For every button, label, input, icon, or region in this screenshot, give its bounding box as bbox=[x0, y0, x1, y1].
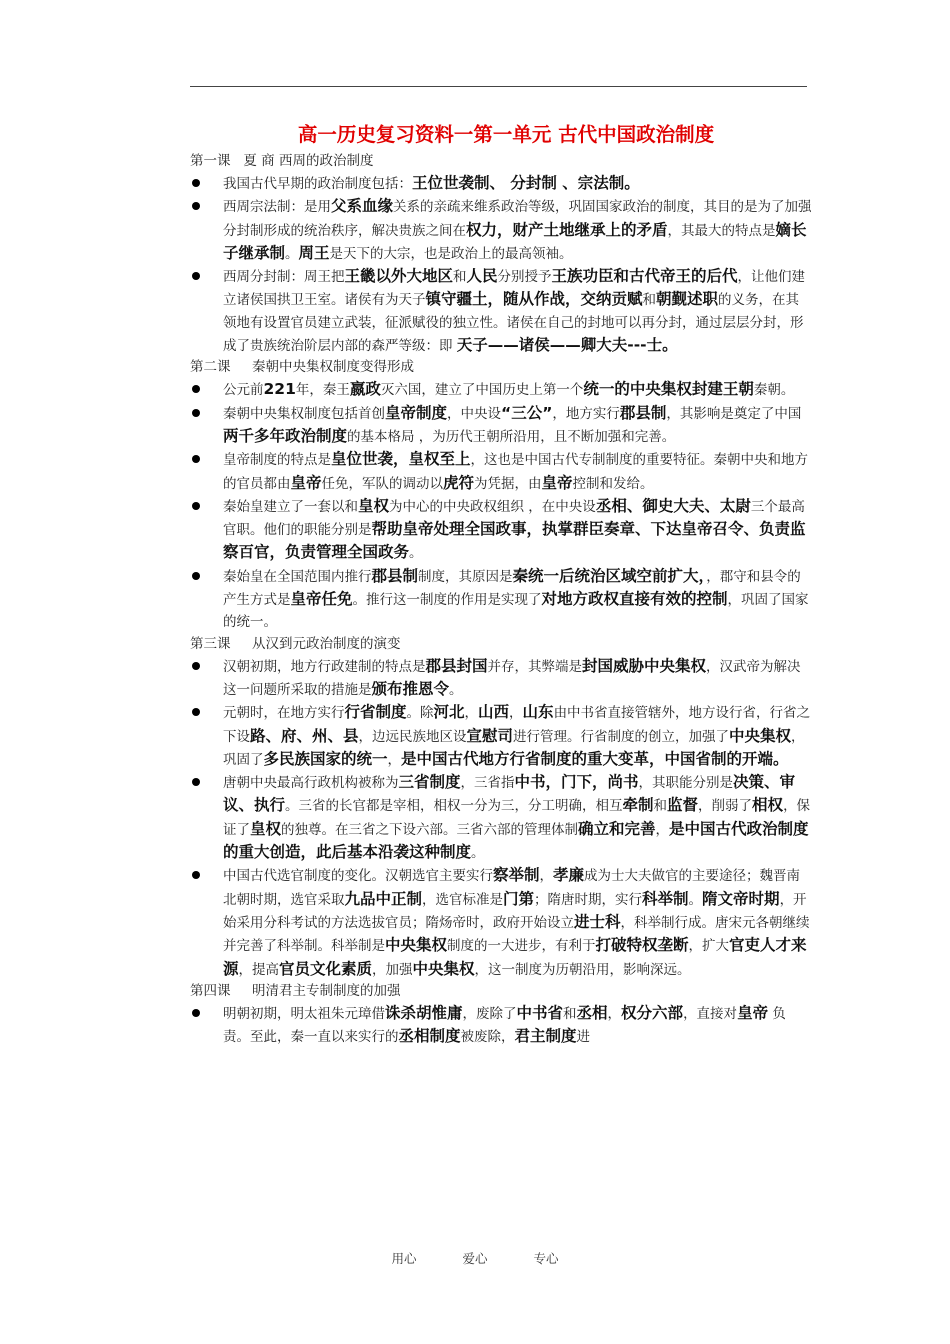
item-text: 任免，军队的调动以 bbox=[321, 475, 444, 492]
item-text: ，保证了 bbox=[223, 798, 811, 838]
item-text: 唐朝中央最高行政机构被称为 bbox=[223, 775, 399, 792]
item-text: 公元前 bbox=[223, 382, 264, 399]
item-text: ，其影响是奠定了中国 bbox=[666, 405, 802, 422]
item-text: 。 bbox=[471, 845, 485, 862]
list-item bbox=[190, 448, 812, 495]
key-term: 行省制度 bbox=[344, 703, 407, 722]
item-text: ，废除了 bbox=[462, 1005, 517, 1022]
item-text: ，郡守和县令的产生方式是 bbox=[223, 568, 801, 609]
bullet-icon bbox=[192, 572, 200, 580]
key-term: 中书省 bbox=[516, 1003, 564, 1022]
item-text: 为凭据，由 bbox=[474, 475, 542, 492]
key-term: 权分六部 bbox=[621, 1003, 684, 1022]
item-text: 。 bbox=[688, 891, 703, 908]
key-term: 科举制 bbox=[642, 889, 689, 908]
bullet-icon bbox=[192, 1009, 200, 1017]
item-text: 控制和发给。 bbox=[572, 475, 654, 492]
item-text: 关系的亲疏来维系政治等级，巩固国家政治的制度，其目的是为了加强分封制形成的统治秩序，解决贵族之间在 bbox=[223, 199, 812, 239]
lesson-item-list bbox=[190, 655, 812, 981]
item-text: 制度的一大进步，有利于 bbox=[447, 938, 596, 955]
item-text: 进行管理。行省制度的创立，加强了 bbox=[513, 728, 730, 745]
bullet-icon bbox=[192, 385, 200, 393]
key-term: 人民 bbox=[466, 267, 498, 286]
item-text: 和 bbox=[642, 292, 657, 309]
key-term: 三省制度 bbox=[398, 773, 461, 792]
key-term: 皇帝任免 bbox=[290, 590, 353, 609]
key-term: 诛杀胡惟庸 bbox=[385, 1003, 463, 1022]
key-term: 皇权 bbox=[358, 496, 390, 515]
item-text: 。除 bbox=[406, 705, 434, 722]
item-text: 明朝初期，明太祖朱元璋借 bbox=[223, 1005, 385, 1022]
key-term: 打破特权垄断 bbox=[595, 936, 689, 955]
item-text: 和 bbox=[563, 1005, 577, 1022]
item-text: 年，秦王 bbox=[295, 382, 350, 399]
item-text: 并存，其弊端是 bbox=[487, 658, 583, 675]
list-item bbox=[190, 378, 812, 401]
item-text: 西周分封制：周王把 bbox=[223, 269, 345, 286]
list-item bbox=[190, 265, 812, 357]
item-text: ，这也是中国古代专制制度的重要特征。秦朝中央和地方的官员都由 bbox=[223, 452, 809, 492]
item-text: ， bbox=[387, 751, 402, 768]
key-term: 颁布推恩令 bbox=[371, 679, 450, 698]
item-text: 成为士大夫做官的主要途径；魏晋南北朝时期，选官采取 bbox=[223, 868, 801, 908]
item-text: ，地方实行 bbox=[552, 405, 620, 422]
key-term: 确立和完善 bbox=[578, 819, 656, 838]
item-text: ， bbox=[607, 1005, 622, 1022]
item-text: 负责。至此，秦一直以来实行的 bbox=[223, 1005, 786, 1046]
key-term: 皇帝 bbox=[737, 1003, 769, 1022]
item-text: ，这一制度为历朝沿用，影响深远。 bbox=[474, 961, 691, 978]
item-text: ，直接对 bbox=[683, 1005, 738, 1022]
key-term: 九品中正制 bbox=[344, 889, 423, 908]
key-term: 皇帝 bbox=[290, 473, 322, 492]
key-term: 进士科 bbox=[574, 912, 621, 931]
key-term: 郡县制 bbox=[371, 566, 419, 585]
list-item bbox=[190, 172, 812, 195]
list-item bbox=[190, 701, 812, 771]
key-term: 权力，财产土地继承上的矛盾 bbox=[466, 220, 668, 239]
item-text: ，让他们建立诸侯国拱卫王室。诸侯有为天子 bbox=[223, 269, 806, 309]
item-text: 分别授予 bbox=[497, 269, 552, 286]
item-text: 秦始皇建立了一套以和 bbox=[223, 498, 358, 515]
lesson-heading: 第四课 明清君主专制制度的加强 bbox=[190, 982, 401, 999]
key-term: 周王 bbox=[298, 243, 330, 262]
bullet-icon bbox=[192, 502, 200, 510]
footer-word: 专心 bbox=[533, 1251, 559, 1266]
item-text: ，加强 bbox=[372, 961, 413, 978]
key-term: 皇权 bbox=[250, 819, 282, 838]
item-text: 的义务，在其领地有设置官员建立武装，征派赋役的独立性。诸侯在自己的封地可以再分封，通过层层分封，形成了贵族统治阶层内部的森严等级：即 bbox=[223, 292, 804, 355]
item-text: 皇帝制度的特点是 bbox=[223, 452, 331, 469]
key-term: 孝廉 bbox=[553, 866, 585, 885]
lesson-heading: 第二课 秦朝中央集权制度变得形成 bbox=[190, 359, 414, 376]
item-text: 三个最高官职。他们的职能分别是 bbox=[223, 498, 805, 539]
key-term: 丞相、御史大夫、太尉 bbox=[595, 496, 751, 515]
key-term: 嫡长子继承制 bbox=[223, 220, 807, 262]
footer-word: 爱心 bbox=[462, 1251, 488, 1266]
key-term: 河北 bbox=[433, 703, 465, 722]
item-text: ，选官标准是 bbox=[422, 891, 504, 908]
lesson-heading: 第一课 夏 商 西周的政治制度 bbox=[190, 153, 374, 169]
bullet-icon bbox=[192, 871, 200, 879]
bullet-icon bbox=[192, 272, 200, 280]
key-term: “三公” bbox=[501, 403, 553, 422]
bullet-icon bbox=[192, 708, 200, 716]
key-term: 君主制度 bbox=[514, 1027, 577, 1046]
key-term: 镇守疆土，随从作战，交纳贡赋 bbox=[425, 290, 643, 309]
item-text: 我国古代早期的政治制度包括： bbox=[223, 176, 412, 192]
item-text: 秦始皇在全国范围内推行 bbox=[223, 568, 372, 585]
key-term: 中央集权 bbox=[729, 726, 792, 745]
bullet-icon bbox=[192, 455, 200, 463]
bullet-icon bbox=[192, 202, 200, 210]
key-term: 中央集权 bbox=[412, 959, 475, 978]
item-text: ，开始采用分科考试的方法选拔官员；隋炀帝时，政府开始设立 bbox=[223, 891, 807, 931]
key-term: 皇帝制度 bbox=[385, 403, 448, 422]
item-text: 秦朝。 bbox=[753, 382, 795, 399]
key-term: 决策、审议、执行 bbox=[223, 773, 796, 815]
footer-word: 用心 bbox=[391, 1251, 417, 1266]
item-text: 。推行这一制度的作用是实现了 bbox=[352, 592, 542, 609]
key-term: 帮助皇帝处理全国政事，执掌群臣奏章、下达皇帝召令、负责监察百官，负责管理全国政务 bbox=[223, 520, 806, 562]
item-text: 。三省的长官都是宰相，相权一分为三，分工明确，相互 bbox=[285, 798, 623, 815]
bullet-icon bbox=[192, 179, 200, 187]
lesson-item-list bbox=[190, 378, 812, 633]
item-text: ，边远民族地区设 bbox=[358, 728, 467, 745]
key-term: 是中国古代政治制度的重大创造，此后基本沿袭这种制度 bbox=[223, 819, 809, 862]
key-term: 官吏人才来源 bbox=[223, 936, 807, 978]
item-text: ，巩固了 bbox=[223, 728, 805, 768]
item-text: ，汉武帝为解决这一问题所采取的措施是 bbox=[223, 658, 801, 698]
item-text: 是天下的大宗，也是政治上的最高领袖。 bbox=[329, 245, 573, 262]
bullet-icon bbox=[192, 778, 200, 786]
item-text: ，巩固了国家的统一。 bbox=[223, 592, 809, 631]
key-term: 中央集权 bbox=[385, 936, 448, 955]
list-item bbox=[190, 195, 812, 265]
key-term: 统一的中央集权封建王朝 bbox=[583, 380, 754, 399]
item-text: ， bbox=[509, 705, 523, 722]
key-term: 封国威胁中央集权 bbox=[582, 656, 707, 675]
list-item bbox=[190, 864, 812, 980]
key-term: 王位世袭制、 分封制 、宗法制。 bbox=[412, 174, 640, 192]
item-text: 进 bbox=[576, 1029, 591, 1046]
key-term: 对地方政权直接有效的控制 bbox=[541, 590, 728, 609]
key-term: 朝觐述职 bbox=[656, 290, 719, 309]
item-text: 的基本格局 ，为历代王朝所沿用，且不断加强和完善。 bbox=[347, 428, 676, 445]
key-term: 郡县制 bbox=[619, 403, 667, 422]
key-term: 虎符 bbox=[443, 473, 475, 492]
key-term: 中书，门下，尚书 bbox=[514, 773, 639, 792]
page-footer bbox=[0, 1249, 950, 1267]
key-term: 宣慰司 bbox=[466, 726, 514, 745]
item-text: 元朝时，在地方实行 bbox=[223, 705, 345, 722]
document-body bbox=[190, 121, 812, 1048]
item-text: 的独尊。在三省之下设六部。三省六部的管理体制 bbox=[281, 821, 579, 838]
key-term: 221 bbox=[263, 380, 296, 399]
key-term: 郡县封国 bbox=[425, 656, 488, 675]
list-item bbox=[190, 495, 812, 565]
key-term: 是中国古代地方行省制度的重大变革，中国省制的开端。 bbox=[401, 749, 789, 768]
lesson-item-list bbox=[190, 1002, 812, 1049]
list-item bbox=[190, 655, 812, 702]
key-term: 监督 bbox=[667, 796, 699, 815]
key-term: 天子——诸侯——卿大夫---士。 bbox=[456, 336, 678, 355]
list-item bbox=[190, 565, 812, 634]
item-text: 。 bbox=[449, 681, 463, 698]
key-term: 丞相制度 bbox=[398, 1027, 461, 1046]
item-text: ，其最大的特点是 bbox=[667, 222, 776, 239]
bullet-icon bbox=[192, 409, 200, 417]
key-term: 路、府、州、县 bbox=[250, 726, 359, 745]
item-text: 汉朝初期，地方行政建制的特点是 bbox=[223, 658, 426, 675]
item-text: 被废除， bbox=[460, 1029, 515, 1046]
item-text: 和 bbox=[653, 798, 668, 815]
item-text: 中国古代选官制度的变化。汉朝选官主要实行 bbox=[223, 868, 493, 885]
key-term: 秦统一后统治区域空前扩大， bbox=[512, 566, 707, 585]
lesson-item-list bbox=[190, 172, 812, 357]
item-text: 。 bbox=[285, 245, 299, 262]
key-term: 皇位世袭，皇权至上 bbox=[331, 450, 471, 469]
list-item bbox=[190, 1002, 812, 1049]
key-term: 相权 bbox=[752, 796, 784, 815]
item-text: ，其职能分别是 bbox=[638, 775, 734, 792]
item-text: 秦朝中央集权制度包括首创 bbox=[223, 405, 385, 422]
item-text: ，科举制行成。唐宋元各朝继续并完善了科举制。科举制是 bbox=[223, 914, 810, 955]
item-text: ， bbox=[655, 821, 670, 838]
item-text: ；隋唐时期，实行 bbox=[534, 891, 643, 908]
key-term: 官员文化素质 bbox=[279, 959, 373, 978]
document-title: 高一历史复习资料一第一单元 古代中国政治制度 bbox=[297, 123, 715, 146]
item-text: ，三省指 bbox=[460, 775, 515, 792]
bullet-icon bbox=[192, 662, 200, 670]
key-term: 山东 bbox=[522, 703, 554, 722]
key-term: 丞相 bbox=[576, 1003, 608, 1022]
key-term: 皇帝 bbox=[541, 473, 573, 492]
item-text: ，提高 bbox=[238, 961, 280, 978]
item-text: ，中央设 bbox=[447, 405, 502, 422]
header-rule bbox=[190, 86, 807, 87]
item-text: ，扩大 bbox=[688, 938, 730, 955]
item-text: 灭六国，建立了中国历史上第一个 bbox=[380, 382, 584, 399]
key-term: 多民族国家的统一 bbox=[263, 749, 388, 768]
lessons-container bbox=[190, 151, 812, 1048]
item-text: 为中心的中央政权组织 ，在中央设 bbox=[389, 498, 596, 515]
key-term: 两千多年政治制度 bbox=[223, 426, 348, 445]
key-term: 察举制 bbox=[493, 866, 540, 885]
lesson-heading: 第三课 从汉到元政治制度的演变 bbox=[190, 635, 401, 652]
item-text: 西周宗法制：是用 bbox=[223, 199, 331, 216]
key-term: 父系血缘 bbox=[331, 197, 394, 216]
list-item bbox=[190, 771, 812, 864]
item-text: ， bbox=[464, 705, 479, 722]
key-term: 隋文帝时期 bbox=[702, 889, 780, 908]
item-text: ，削弱了 bbox=[698, 798, 753, 815]
key-term: 王族功臣和古代帝王的后代 bbox=[551, 267, 738, 286]
key-term: 山西 bbox=[478, 703, 510, 722]
item-text: 和 bbox=[453, 269, 467, 286]
key-term: 门第 bbox=[503, 889, 535, 908]
key-term: 牵制 bbox=[622, 796, 654, 815]
item-text: 制度，其原因是 bbox=[418, 568, 513, 585]
item-text: 由中书省直接管辖外，地方设行省，行省之下设 bbox=[223, 705, 811, 745]
key-term: 王畿以外大地区 bbox=[344, 267, 454, 286]
item-text: 。 bbox=[409, 545, 423, 562]
key-term: 嬴政 bbox=[349, 380, 381, 399]
list-item bbox=[190, 402, 812, 449]
item-text: ， bbox=[539, 868, 554, 885]
